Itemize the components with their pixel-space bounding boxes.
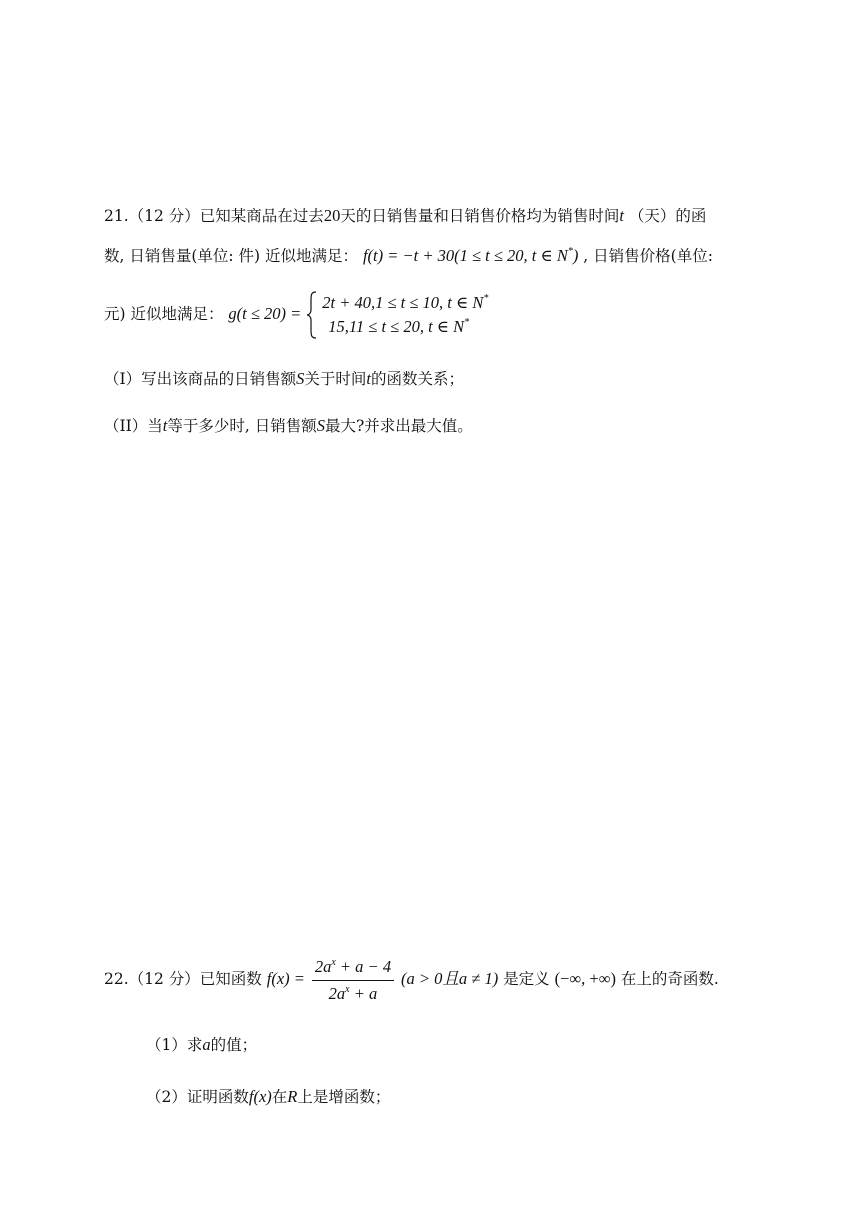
q21-piecewise: [306, 291, 488, 339]
q22-line1-mid: 是定义: [503, 970, 550, 988]
q21-ft-formula: f(t) = −t + 30(1 ≤ t ≤ 20, t ∈ N*): [362, 246, 579, 265]
q21-g-lhs: g(t ≤ 20) =: [228, 304, 302, 323]
q22-line1: [104, 955, 719, 1003]
q22-part2-suffix: 上是增函数；: [297, 1088, 391, 1106]
q22-part2-prefix: （2）证明函数: [146, 1088, 249, 1106]
q22-numerator: $2a^x + a - 4$: [314, 956, 392, 976]
q21-part2-prefix: （II）当: [104, 417, 163, 435]
q21-line1: [104, 205, 706, 227]
q21-part1-var-s: S: [296, 369, 305, 388]
q21-part1-var-t: t: [366, 369, 371, 388]
q21-part2-var-s: S: [316, 416, 325, 435]
q21-part2-suffix: 最大?并求出最大值。: [324, 417, 473, 435]
q21-line2: [104, 245, 713, 267]
q21-part1-mid: 关于时间: [304, 370, 367, 388]
q21-var-t: t: [619, 206, 624, 225]
q22-part2-set: R: [287, 1087, 298, 1106]
q22-line1-prefix: 22.（12 分）已知函数: [104, 970, 262, 988]
q22-part2-func: f(x): [248, 1087, 272, 1106]
q21-line2-suffix: , 日销售价格(单位:: [583, 247, 713, 265]
q22-f-lhs: f(x) =: [266, 969, 305, 988]
q22-part2: [146, 1086, 390, 1108]
q21-part2-var-t: t: [162, 416, 168, 435]
left-brace-icon: [306, 291, 318, 339]
q22-part2-mid: 在: [271, 1088, 288, 1106]
q21-line1-prefix: 21.（12 分）已知某商品在过去: [104, 207, 324, 225]
q21-line3-prefix: 元) 近似地满足：: [104, 305, 224, 323]
q22-domain: (−∞, +∞): [554, 969, 616, 988]
q21-part2-mid: 等于多少时, 日销售额: [167, 417, 317, 435]
q21-case2: 15,11 ≤ t ≤ 20, t ∈ N*: [328, 317, 470, 336]
q22-fraction: [312, 958, 394, 1003]
q21-line1-mid: 天的日销售量和日销售价格均为销售时间: [340, 207, 620, 225]
q22-denominator: $2a^x + a$: [312, 980, 394, 1003]
q22-part1-prefix: （1）求: [146, 1036, 203, 1054]
q22-line1-suffix: 在上的奇函数.: [620, 970, 719, 988]
q21-part1: [104, 368, 464, 390]
q21-line2-prefix: 数, 日销售量(单位: 件) 近似地满足：: [104, 247, 359, 265]
q22-condition: (a > 0且a ≠ 1): [401, 969, 499, 988]
q21-case1: 2t + 40,1 ≤ t ≤ 10, t ∈ N*: [322, 293, 489, 312]
q22-part1-suffix: 的值；: [210, 1036, 258, 1054]
q21-part1-suffix: 的函数关系；: [370, 370, 464, 388]
q21-days: 20: [323, 206, 341, 225]
q21-part2: [104, 415, 473, 437]
q22-part1: [146, 1034, 257, 1056]
q21-part1-prefix: （I）写出该商品的日销售额: [104, 370, 297, 388]
q22-part1-var-a: a: [202, 1035, 211, 1054]
q21-line3: [104, 290, 488, 339]
q21-line1-suffix: （天）的函: [628, 207, 707, 225]
